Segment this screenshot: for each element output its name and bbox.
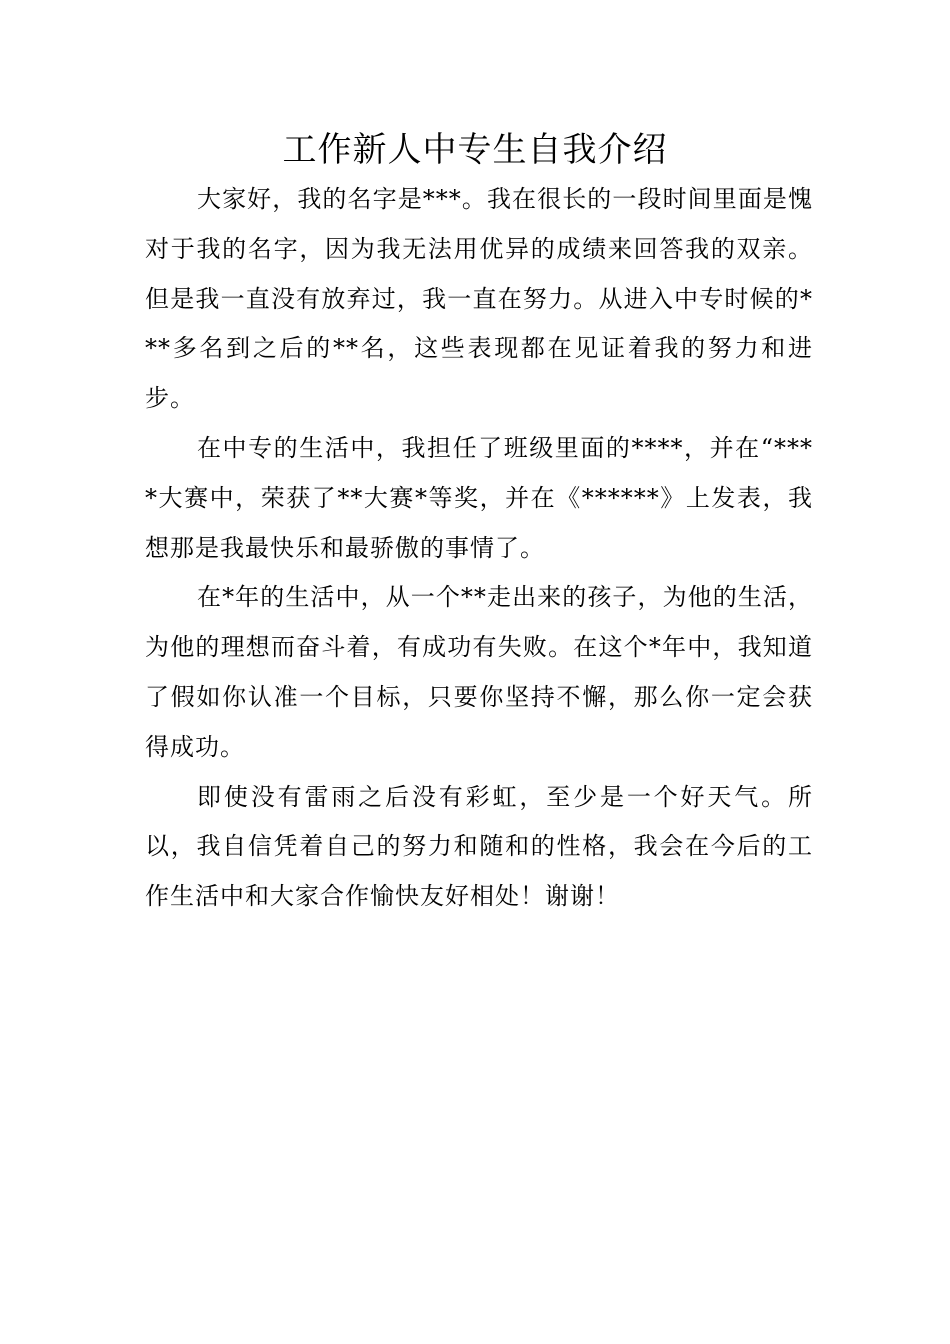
paragraph-4: 即使没有雷雨之后没有彩虹，至少是一个好天气。所以，我自信凭着自己的努力和随和的性格，我会在今后的工作生活中和大家合作愉快友好相处！谢谢！	[145, 782, 813, 911]
document-body	[145, 175, 813, 922]
paragraph-3: 在*年的生活中，从一个**走出来的孩子，为他的生活，为他的理想而奋斗着，有成功有失败。在这个*年中，我知道了假如你认准一个目标，只要你坚持不懈，那么你一定会获得成功。	[145, 583, 813, 761]
paragraph-1: 大家好，我的名字是***。我在很长的一段时间里面是愧对于我的名字，因为我无法用优异的成绩来回答我的双亲。但是我一直没有放弃过，我一直在努力。从进入中专时候的***多名到之后的**名，这些表现都在见证着我的努力和进步。	[145, 185, 813, 413]
paragraph-2: 在中专的生活中，我担任了班级里面的****，并在“****大赛中，荣获了**大赛*等奖，并在《******》上发表，我想那是我最快乐和最骄傲的事情了。	[145, 433, 813, 562]
document-title: 工作新人中专生自我介绍	[282, 130, 668, 170]
